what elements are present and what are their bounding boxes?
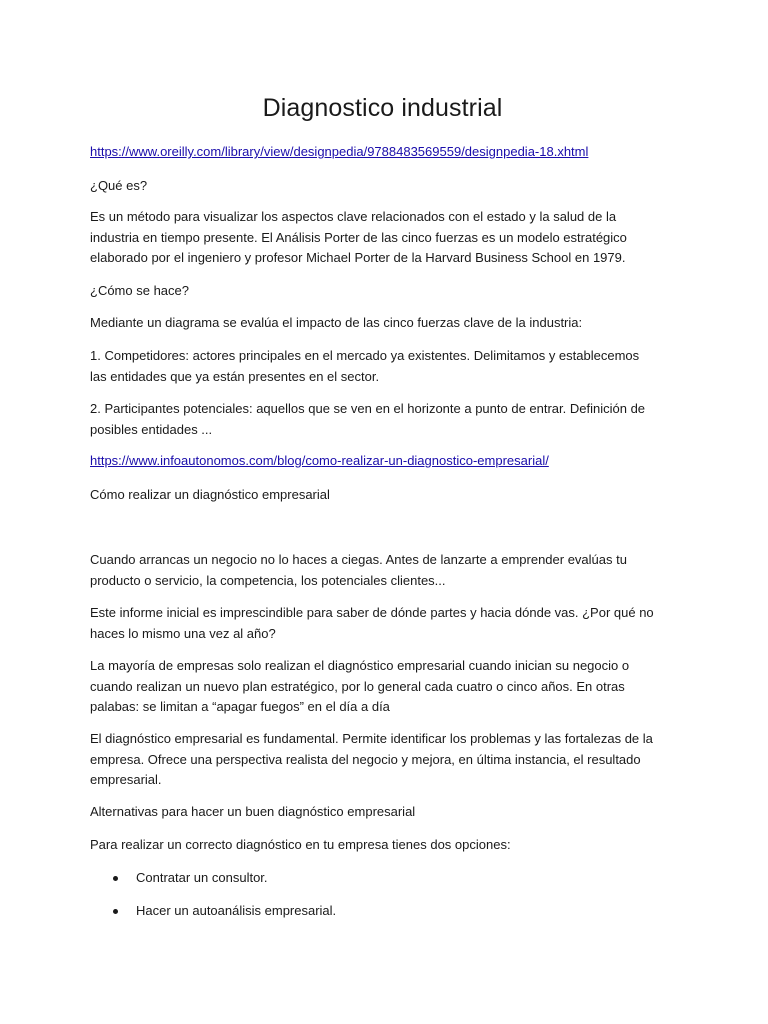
bullet-icon (113, 876, 118, 881)
paragraph-two-options: Para realizar un correcto diagnóstico en tu empresa tienes dos opciones: (90, 837, 511, 852)
section-heading-diagnostico: Cómo realizar un diagnóstico empresarial (90, 487, 330, 502)
list-item-label: Contratar un consultor. (136, 870, 268, 885)
infoautonomos-link-paragraph (90, 451, 655, 472)
question-como-se-hace: ¿Cómo se hace? (90, 283, 189, 298)
list-item (90, 901, 655, 921)
infoautonomos-link[interactable]: https://www.infoautonomos.com/blog/como-realizar-un-diagnostico-empresarial/ (90, 453, 549, 468)
question-que-es: ¿Qué es? (90, 178, 148, 193)
bullet-icon (113, 909, 118, 914)
document-title: Diagnostico industrial (262, 94, 503, 122)
paragraph-definition: Es un método para visualizar los aspectos clave relacionados con el estado y la salud de la industria en tiempo presente. El Análisis Porter de las cinco fuerzas es un modelo estratégico elaborado por el ingeniero y profesor Michael Porter de la Harvard Business School en 1979. (90, 209, 627, 265)
oreilly-link-paragraph (90, 142, 655, 163)
paragraph-competitors: 1. Competidores: actores principales en el mercado ya existentes. Delimitamos y establecemos las entidades que ya están presentes en el sector. (90, 348, 640, 384)
list-item (90, 868, 655, 888)
section-heading-alternatives: Alternativas para hacer un buen diagnóstico empresarial (90, 804, 416, 819)
list-item-label: Hacer un autoanálisis empresarial. (136, 903, 337, 918)
paragraph-potential-participants: 2. Participantes potenciales: aquellos que se ven en el horizonte a punto de entrar. Definición de posibles entidades ... (90, 401, 646, 437)
paragraph-diagram: Mediante un diagrama se evalúa el impacto de las cinco fuerzas clave de la industria: (90, 315, 583, 330)
paragraph-initial-report: Este informe inicial es imprescindible para saber de dónde partes y hacia dónde vas. ¿Por qué no haces lo mismo una vez al año? (90, 605, 654, 641)
options-list (90, 868, 655, 921)
paragraph-starting-business: Cuando arrancas un negocio no lo haces a ciegas. Antes de lanzarte a emprender evalúas tu producto o servicio, la competencia, los potenciales clientes... (90, 552, 627, 588)
paragraph-most-companies: La mayoría de empresas solo realizan el diagnóstico empresarial cuando inician su negocio o cuando realizan un nuevo plan estratégico, por lo general cada cuatro o cinco años. En otras palabas: se limitan a “apagar fuegos” en el día a día (90, 658, 630, 714)
oreilly-link[interactable]: https://www.oreilly.com/library/view/designpedia/9788483569559/designpedia-18.xhtml (90, 144, 589, 159)
paragraph-fundamental: El diagnóstico empresarial es fundamental. Permite identificar los problemas y las fortalezas de la empresa. Ofrece una perspectiva realista del negocio y mejora, en última instancia, el resultado empresarial. (90, 731, 653, 787)
